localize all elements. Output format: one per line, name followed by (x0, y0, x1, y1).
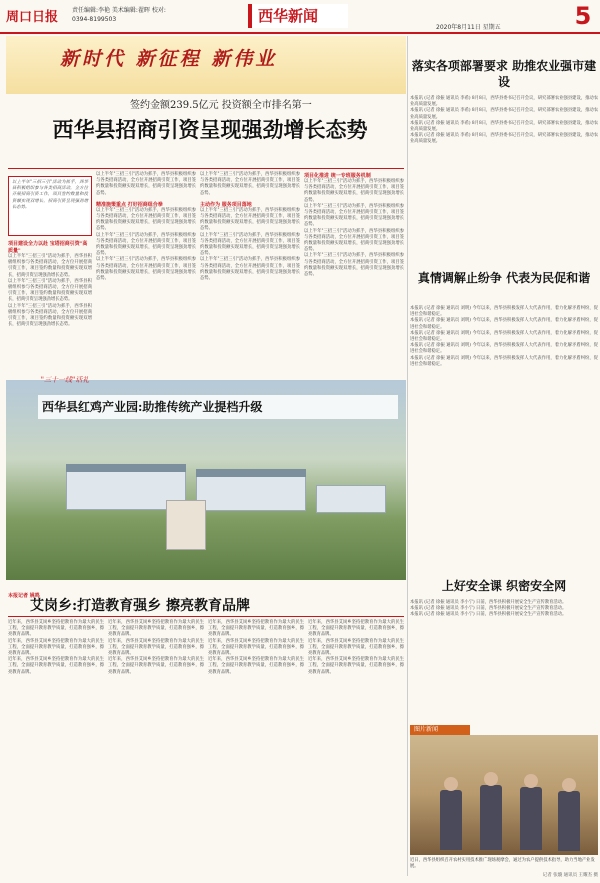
lead-kicker: 签约金额239.5亿元 投资额全市排名第一 (130, 100, 312, 111)
newspaper-logo: 周口日报 (6, 10, 59, 25)
lead-col4-text-4: 以上半年"三招三引"活动为抓手，西华县积极组织参与各类招商活动，全方位开展招商引资工作，项目签约数量和投资额实现双增长，招商引资呈现强劲增长态势。 (304, 253, 404, 278)
bottom-col1-text-2: 近年来，西华县艾岗乡坚持把教育作为最大的民生工程，全面提升教育教学质量，打造教育强乡，擦亮教育品牌。 (8, 638, 104, 657)
right-story1-text-3: 本报讯 (记者 徐振 通讯员 李希) 8月8日，西华县委书记召开会议，研究部署农业强县建设，推动农业高质量发展。 (410, 120, 598, 133)
masthead-info (72, 6, 232, 24)
right-story1-text: 本报讯 (记者 徐振 通讯员 李希) 8月8日，西华县委书记召开会议，研究部署农业强县建设，推动农业高质量发展。 (410, 96, 598, 108)
lead-subhead-4: 项目化推进 统一专班服务机制 (304, 173, 371, 179)
right-story2-text: 本报讯 (记者 徐振 通讯员 刘明) 今年以来，西华县积极发挥人大代表作用，着力化解矛盾纠纷，促进社会和谐稳定。 (410, 306, 598, 318)
photo-news-tag: 图片新闻 (410, 725, 470, 735)
right-headline-2: 真情调解止纷争 代表为民促和谐 (417, 271, 591, 285)
lead-col3-text-4: 以上半年"三招三引"活动为抓手，西华县积极组织参与各类招商活动，全方位开展招商引资工作，项目签约数量和投资额实现双增长，招商引资呈现强劲增长态势。 (200, 257, 300, 282)
right-story2-text-5: 本报讯 (记者 徐振 通讯员 刘明) 今年以来，西华县积极发挥人大代表作用，着力化解矛盾纠纷，促进社会和谐稳定。 (410, 355, 598, 367)
factory-roof-2 (196, 469, 306, 477)
lead-subhead-2: 精准施策重点 打好招商组合拳 (96, 201, 163, 208)
bottom-col4-text-3: 近年来，西华县艾岗乡坚持把教育作为最大的民生工程，全面提升教育教学质量，打造教育强乡，擦亮教育品牌。 (308, 657, 404, 675)
bottom-col-4 (308, 620, 404, 875)
lead-intro: 以上半年"三招三引"活动为抓手，西华县积极组织参与各类招商活动，全方位开展招商引资工作，项目签约数量和投资额实现双增长，招商引资呈现强劲增长态势。 (12, 180, 88, 210)
bottom-col-1 (8, 620, 104, 875)
right-story3-text: 本报讯 (记者 徐振 通讯员 李小宁) 日前，西华县积极开展安全生产宣传教育活动。 (410, 600, 567, 605)
feature-byline-row (8, 582, 404, 599)
right-story-3 (410, 600, 598, 720)
lead-col4-text-3: 以上半年"三招三引"活动为抓手，西华县积极组织参与各类招商活动，全方位开展招商引资工作，项目签约数量和投资额实现双增长，招商引资呈现强劲增长态势。 (304, 228, 404, 253)
person-figure (558, 791, 580, 851)
photo-news-image (410, 735, 598, 855)
bottom-col3-text-2: 近年来，西华县艾岗乡坚持把教育作为最大的民生工程，全面提升教育教学质量，打造教育强乡，擦亮教育品牌。 (208, 638, 304, 657)
bottom-col3-text-3: 近年来，西华县艾岗乡坚持把教育作为最大的民生工程，全面提升教育教学质量，打造教育强乡，擦亮教育品牌。 (208, 657, 304, 675)
feature-tag: "三十一线"话礼 (40, 376, 90, 384)
lead-subhead-1: 项目建设全力以赴 宝塔招商引资"高质量" (8, 241, 88, 254)
bottom-headline: 艾岗乡:打造教育强乡 擦亮教育品牌 (30, 598, 251, 614)
bottom-col3-text: 近年来，西华县艾岗乡坚持把教育作为最大的民生工程，全面提升教育教学质量，打造教育强乡，擦亮教育品牌。 (208, 620, 304, 638)
photo-caption: 近日，西华县组织召开农村实用技术推广现场观摩会，通过为农户提供技术指导，助力当地产业发展。 (410, 858, 595, 869)
right-headline-1: 落实各项部署要求 助推农业强市建设 (411, 59, 597, 89)
feature-headline: 西华县红鸡产业园:助推传统产业提档升级 (38, 395, 398, 419)
lead-col1-text-2: 以上半年"三招三引"活动为抓手，西华县积极组织参与各类招商活动，全方位开展招商引资工作，项目签约数量和投资额实现双增长，招商引资呈现强劲增长态势。 (8, 278, 92, 303)
person-head (524, 774, 538, 788)
photo-credit: 记者 张璇 通讯员 王耀杰 摄 (542, 873, 598, 878)
right-headline-3: 上好安全课 织密安全网 (441, 579, 567, 593)
lead-col3-text: 以上半年"三招三引"活动为抓手，西华县积极组织参与各类招商活动，全方位开展招商引资工作，项目签约数量和投资额实现双增长，招商引资呈现强劲增长态势。 (200, 172, 300, 196)
bottom-col2-text-3: 近年来，西华县艾岗乡坚持把教育作为最大的民生工程，全面提升教育教学质量，打造教育强乡，擦亮教育品牌。 (108, 657, 204, 675)
feature-byline: 本报记者 姚鸣 (8, 593, 40, 599)
lead-col2-text-4: 以上半年"三招三引"活动为抓手，西华县积极组织参与各类招商活动，全方位开展招商引资工作，项目签约数量和投资额实现双增长，招商引资呈现强劲增长态势。 (96, 257, 196, 282)
lead-col-3 (200, 172, 300, 372)
person-head (484, 772, 498, 786)
office-tower (166, 500, 206, 550)
lead-col2-text-2: 以上半年"三招三引"活动为抓手，西华县积极组织参与各类招商活动，全方位开展招商引资工作，项目签约数量和投资额实现双增长，招商引资呈现强劲增长态势。 (96, 207, 196, 232)
person-figure (440, 790, 462, 850)
phone-line: 0394-8199503 (72, 16, 117, 23)
bottom-col4-text: 近年来，西华县艾岗乡坚持把教育作为最大的民生工程，全面提升教育教学质量，打造教育强乡，擦亮教育品牌。 (308, 620, 404, 638)
lead-col4-text: 以上半年"三招三引"活动为抓手，西华县积极组织参与各类招商活动，全方位开展招商引资工作，项目签约数量和投资额实现双增长，招商引资呈现强劲增长态势。 (304, 179, 404, 203)
person-figure (480, 785, 502, 850)
lead-col1-text: 以上半年"三招三引"活动为抓手，西华县积极组织参与各类招商活动，全方位开展招商引资工作，项目签约数量和投资额实现双增长，招商引资呈现强劲增长态势。 (8, 254, 92, 278)
right-story3-text-3: 本报讯 (记者 徐振 通讯员 李小宁) 日前，西华县积极开展安全生产宣传教育活动。 (410, 612, 567, 618)
bottom-col1-text: 近年来，西华县艾岗乡坚持把教育作为最大的民生工程，全面提升教育教学质量，打造教育强乡，擦亮教育品牌。 (8, 620, 104, 638)
lead-col3-text-3: 以上半年"三招三引"活动为抓手，西华县积极组织参与各类招商活动，全方位开展招商引资工作，项目签约数量和投资额实现双增长，招商引资呈现强劲增长态势。 (200, 232, 300, 257)
lead-col4-text-2: 以上半年"三招三引"活动为抓手，西华县积极组织参与各类招商活动，全方位开展招商引资工作，项目签约数量和投资额实现双增长，招商引资呈现强劲增长态势。 (304, 203, 404, 228)
lead-col-4 (304, 172, 404, 372)
issue-date: 2020年8月11日 星期五 (436, 24, 501, 31)
lead-col1-text-3: 以上半年"三招三引"活动为抓手，西华县积极组织参与各类招商活动，全方位开展招商引资工作，项目签约数量和投资额实现双增长，招商引资呈现强劲增长态势。 (8, 303, 92, 328)
lead-col2-text-3: 以上半年"三招三引"活动为抓手，西华县积极组织参与各类招商活动，全方位开展招商引资工作，项目签约数量和投资额实现双增长，招商引资呈现强劲增长态势。 (96, 232, 196, 257)
column-rule (407, 36, 408, 876)
lead-subhead-3: 主动作为 服务项目落地 (200, 201, 252, 208)
section-title: 西华新闻 (248, 4, 348, 28)
bottom-col-3 (208, 620, 304, 875)
slogan-text: 新时代 新征程 新伟业 (60, 48, 278, 70)
bottom-col2-text-2: 近年来，西华县艾岗乡坚持把教育作为最大的民生工程，全面提升教育教学质量，打造教育强乡，擦亮教育品牌。 (108, 638, 204, 657)
lead-col-1 (8, 240, 92, 372)
right-story-2 (410, 306, 598, 556)
right-story3-text-2: 本报讯 (记者 徐振 通讯员 李小宁) 日前，西华县积极开展安全生产宣传教育活动。 (410, 606, 567, 612)
right-story-1 (410, 96, 598, 256)
lead-col2-text: 以上半年"三招三引"活动为抓手，西华县积极组织参与各类招商活动，全方位开展招商引资工作，项目签约数量和投资额实现双增长，招商引资呈现强劲增长态势。 (96, 172, 196, 196)
page-number: 5 (574, 2, 592, 30)
bottom-col2-text: 近年来，西华县艾岗乡坚持把教育作为最大的民生工程，全面提升教育教学质量，打造教育强乡，擦亮教育品牌。 (108, 620, 204, 638)
person-head (562, 778, 576, 792)
right-story1-text-4: 本报讯 (记者 徐振 通讯员 李希) 8月8日，西华县委书记召开会议，研究部署农业强县建设，推动农业高质量发展。 (410, 133, 598, 145)
factory-roof-1 (66, 464, 186, 472)
bottom-col4-text-2: 近年来，西华县艾岗乡坚持把教育作为最大的民生工程，全面提升教育教学质量，打造教育强乡，擦亮教育品牌。 (308, 638, 404, 657)
right-story2-text-2: 本报讯 (记者 徐振 通讯员 刘明) 今年以来，西华县积极发挥人大代表作用，着力化解矛盾纠纷，促进社会和谐稳定。 (410, 318, 598, 330)
lead-col3-text-2: 以上半年"三招三引"活动为抓手，西华县积极组织参与各类招商活动，全方位开展招商引资工作，项目签约数量和投资额实现双增长，招商引资呈现强劲增长态势。 (200, 207, 300, 232)
person-head (444, 777, 458, 791)
lead-inset (8, 176, 92, 236)
divider-bottom (8, 616, 404, 617)
bottom-col-2 (108, 620, 204, 875)
right-story2-text-4: 本报讯 (记者 徐振 通讯员 刘明) 今年以来，西华县积极发挥人大代表作用，着力化解矛盾纠纷，促进社会和谐稳定。 (410, 343, 598, 355)
factory-building-3 (316, 485, 386, 513)
bottom-col1-text-3: 近年来，西华县艾岗乡坚持把教育作为最大的民生工程，全面提升教育教学质量，打造教育强乡，擦亮教育品牌。 (8, 657, 104, 675)
divider (8, 168, 404, 169)
factory-building-2 (196, 475, 306, 511)
right-story1-text-2: 本报讯 (记者 徐振 通讯员 李希) 8月8日，西华县委书记召开会议，研究部署农业强县建设，推动农业高质量发展。 (410, 108, 598, 120)
right-story2-text-3: 本报讯 (记者 徐振 通讯员 刘明) 今年以来，西华县积极发挥人大代表作用，着力化解矛盾纠纷，促进社会和谐稳定。 (410, 330, 598, 343)
person-figure (520, 787, 542, 850)
lead-col-2 (96, 172, 196, 372)
editor-line: 责任编辑:李艳 美术编辑:翟晖 校对: (72, 7, 166, 14)
lead-headline: 西华县招商引资呈现强劲增长态势 (52, 117, 368, 142)
